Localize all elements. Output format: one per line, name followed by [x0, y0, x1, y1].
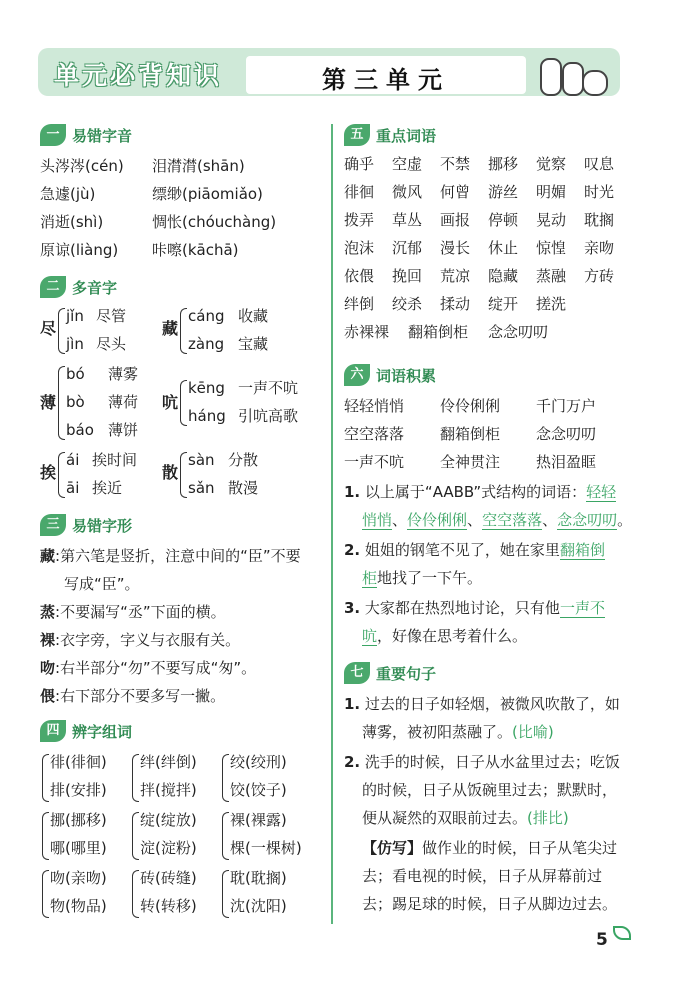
accum-item: 一声不吭 [344, 453, 405, 471]
bird-icon [562, 62, 584, 96]
brace [42, 812, 49, 860]
keyword: 叹息 [584, 155, 615, 173]
distinguish-item: 绽(绽放) [140, 811, 197, 829]
keyword: 依偎 [344, 267, 375, 285]
word: 尽管 [96, 307, 127, 325]
accum-item: 空空落落 [344, 425, 405, 443]
shape-item: 偎:右下部分不要多写一撇。 [40, 687, 226, 705]
pinyin: jǐn [66, 307, 84, 325]
shape-char: 偎 [40, 687, 56, 705]
q-number: 3. [344, 599, 361, 617]
section-title: 辨字组词 [72, 723, 133, 741]
sentence-2-cont: 便从凝然的双眼前过去。(排比) [362, 809, 569, 827]
keyword: 赤裸裸 [344, 323, 390, 341]
distinguish-item: 耽(耽搁) [230, 869, 287, 887]
section-title: 重要句子 [376, 665, 437, 683]
keyword: 时光 [584, 183, 615, 201]
keyword: 方砖 [584, 267, 615, 285]
shape-char: 吻 [40, 659, 56, 677]
brace [58, 452, 65, 498]
answer: 翻箱倒 [559, 541, 605, 559]
section-title: 词语积累 [376, 367, 437, 385]
page-number: 5 [596, 930, 608, 950]
keyword: 泡沫 [344, 239, 375, 257]
shape-text: 右下部分不要多写一撇。 [60, 687, 226, 705]
sentence-2: 2. 洗手的时候，日子从水盆里过去；吃饭 [344, 753, 620, 771]
keyword: 翻箱倒柜 [408, 323, 469, 341]
rhetoric-tag: (排比) [527, 809, 569, 827]
keyword: 亲吻 [584, 239, 615, 257]
column-divider [331, 124, 333, 924]
q-text: 以上属于“AABB”式结构的词语： [364, 483, 587, 501]
shape-char: 裸 [40, 631, 56, 649]
answer: 轻轻 [586, 483, 617, 501]
distinguish-item: 排(安排) [50, 781, 107, 799]
shape-text: 第六笔是竖折，注意中间的“臣”不要 [60, 547, 301, 565]
keyword: 微风 [392, 183, 423, 201]
keyword: 挽回 [392, 267, 423, 285]
keyword: 草丛 [392, 211, 423, 229]
word: 一声不吭 [238, 379, 299, 397]
sentence-1-cont: 薄雾，被初阳蒸融了。(比喻) [362, 723, 554, 741]
keyword: 拨弄 [344, 211, 375, 229]
pron-item: 缥缈(piāomiǎo) [152, 185, 263, 203]
distinguish-item: 砖(砖缝) [140, 869, 197, 887]
keyword: 隐藏 [488, 267, 519, 285]
keyword: 觉察 [536, 155, 567, 173]
keyword: 荒凉 [440, 267, 471, 285]
question-3-cont: 吭，好像在思考着什么。 [362, 627, 528, 645]
distinguish-item: 转(转移) [140, 897, 197, 915]
pron-item: 咔嚓(kāchā) [152, 241, 239, 259]
distinguish-item: 哪(哪里) [50, 839, 107, 857]
shape-text: 右半部分“勿”不要写成“匆”。 [60, 659, 257, 677]
question-1-cont: 悄悄、伶伶俐俐、空空落落、念念叨叨。 [362, 511, 633, 529]
brace [58, 366, 65, 440]
accum-item: 千门万户 [536, 397, 597, 415]
question-1 [344, 482, 616, 502]
distinguish-item: 裸(裸露) [230, 811, 287, 829]
poly-char: 吭 [162, 393, 179, 412]
accum-item: 轻轻悄悄 [344, 397, 405, 415]
poly-char: 薄 [40, 393, 57, 412]
pinyin: háng [188, 407, 226, 425]
sentence-2-cont: 的时候，日子从饭碗里过去；默默时， [362, 781, 618, 799]
shape-text-cont: 写成“臣”。 [64, 575, 140, 593]
section-badge: 五 [344, 124, 370, 146]
section-badge: 二 [40, 276, 66, 298]
shape-text: 不要漏写“丞”下面的横。 [60, 603, 226, 621]
word: 散漫 [228, 479, 259, 497]
q-text: 姐姐的钢笔不见了，她在家里 [364, 541, 560, 559]
keyword: 休止 [488, 239, 519, 257]
rhetoric-tag: (比喻) [512, 723, 554, 741]
pinyin: ái [66, 451, 80, 469]
keyword: 停顿 [488, 211, 519, 229]
distinguish-item: 淀(淀粉) [140, 839, 197, 857]
keyword: 空虚 [392, 155, 423, 173]
keyword: 明媚 [536, 183, 567, 201]
pinyin: āi [66, 479, 80, 497]
brace [42, 870, 49, 918]
answer: 吭 [362, 627, 378, 645]
sentence-1: 1. 过去的日子如轻烟，被微风吹散了，如 [344, 695, 620, 713]
pron-item: 惆怅(chóuchàng) [152, 213, 277, 231]
question-2-cont: 柜地找了一下午。 [362, 569, 483, 587]
shape-item: 吻:右半部分“勿”不要写成“匆”。 [40, 659, 257, 677]
section-title: 易错字形 [72, 517, 133, 535]
word: 引吭高歌 [238, 407, 299, 425]
q-text: 大家都在热烈地讨论，只有他 [364, 599, 560, 617]
brace [58, 308, 65, 354]
distinguish-item: 吻(亲吻) [50, 869, 107, 887]
pinyin: báo [66, 421, 94, 439]
poly-char: 尽 [40, 319, 57, 338]
distinguish-item: 徘(徘徊) [50, 753, 107, 771]
keyword: 惊惶 [536, 239, 567, 257]
section-title: 多音字 [72, 279, 118, 297]
brace [222, 754, 229, 802]
shape-item: 裸:衣字旁，字义与衣服有关。 [40, 631, 241, 649]
keyword: 确乎 [344, 155, 375, 173]
accum-item: 伶伶俐俐 [440, 397, 501, 415]
section-badge: 三 [40, 514, 66, 536]
answer: 悄悄 [362, 511, 393, 529]
pinyin: bó [66, 365, 85, 383]
keyword: 耽搁 [584, 211, 615, 229]
brace [42, 754, 49, 802]
rabbit-icon [540, 58, 562, 96]
question-3 [344, 598, 605, 618]
brace [180, 452, 187, 498]
distinguish-item: 饺(饺子) [230, 781, 287, 799]
word: 薄荷 [108, 393, 139, 411]
pron-item: 泪潸潸(shān) [152, 157, 245, 175]
word: 薄饼 [108, 421, 139, 439]
word: 分散 [228, 451, 259, 469]
accum-item: 翻箱倒柜 [440, 425, 501, 443]
poly-char: 藏 [162, 319, 179, 338]
poly-char: 挨 [40, 463, 57, 482]
keyword: 挪移 [488, 155, 519, 173]
section-badge: 一 [40, 124, 66, 146]
answer: 柜 [362, 569, 378, 587]
keyword: 不禁 [440, 155, 471, 173]
keyword: 漫长 [440, 239, 471, 257]
keyword: 绊倒 [344, 295, 375, 313]
brace [132, 812, 139, 860]
word: 挨近 [92, 479, 123, 497]
shape-text: 衣字旁，字义与衣服有关。 [60, 631, 241, 649]
keyword: 何曾 [440, 183, 471, 201]
distinguish-item: 绞(绞刑) [230, 753, 287, 771]
q-number: 2. [344, 541, 361, 559]
pinyin: sàn [188, 451, 215, 469]
brace [222, 812, 229, 860]
brace [132, 870, 139, 918]
question-2 [344, 540, 605, 560]
section-badge: 六 [344, 364, 370, 386]
pron-item: 头涔涔(cén) [40, 157, 124, 175]
section-badge: 七 [344, 662, 370, 684]
distinguish-item: 拌(搅拌) [140, 781, 197, 799]
word: 挨时间 [92, 451, 138, 469]
keyword: 念念叨叨 [488, 323, 549, 341]
keyword: 画报 [440, 211, 471, 229]
keyword: 揉动 [440, 295, 471, 313]
section-title: 重点词语 [376, 127, 437, 145]
answer: 念念叨叨 [557, 511, 618, 529]
distinguish-item: 绊(绊倒) [140, 753, 197, 771]
shape-char: 蒸 [40, 603, 56, 621]
pron-item: 消逝(shì) [40, 213, 104, 231]
distinguish-item: 物(物品) [50, 897, 107, 915]
word: 薄雾 [108, 365, 139, 383]
keyword: 绽开 [488, 295, 519, 313]
pinyin: cáng [188, 307, 225, 325]
pron-item: 原谅(liàng) [40, 241, 119, 259]
brace [180, 308, 187, 354]
pinyin: jìn [66, 335, 84, 353]
pinyin: kēng [188, 379, 225, 397]
answer: 一声不 [559, 599, 605, 617]
shape-char: 藏 [40, 547, 56, 565]
shape-item: 藏:第六笔是竖折，注意中间的“臣”不要 [40, 547, 301, 565]
pinyin: bò [66, 393, 85, 411]
chick-icon [582, 70, 608, 96]
keyword: 晃动 [536, 211, 567, 229]
pinyin: sǎn [188, 479, 215, 497]
answer: 伶伶俐俐 [407, 511, 468, 529]
header-label: 单元必背知识 [54, 61, 223, 90]
word: 宝藏 [238, 335, 269, 353]
brace [222, 870, 229, 918]
shape-item: 蒸:不要漏写“丞”下面的横。 [40, 603, 226, 621]
distinguish-item: 挪(挪移) [50, 811, 107, 829]
word: 收藏 [238, 307, 269, 325]
leaf-icon [613, 926, 631, 940]
distinguish-item: 沈(沈阳) [230, 897, 287, 915]
keyword: 徘徊 [344, 183, 375, 201]
accum-item: 热泪盈眶 [536, 453, 597, 471]
accum-item: 念念叨叨 [536, 425, 597, 443]
page-title: 第三单元 [322, 66, 450, 94]
accum-item: 全神贯注 [440, 453, 501, 471]
imitation: 【仿写】做作业的时候，日子从笔尖过 [362, 839, 618, 857]
pinyin: zàng [188, 335, 225, 353]
imitation-cont: 去；看电视的时候，日子从屏幕前过 [362, 867, 603, 885]
poly-char: 散 [162, 463, 179, 482]
imitation-cont: 去；踢足球的时候，日子从脚边过去。 [362, 895, 618, 913]
distinguish-item: 棵(一棵树) [230, 839, 302, 857]
q-number: 1. [344, 483, 361, 501]
pron-item: 急遽(jù) [40, 185, 96, 203]
keyword: 游丝 [488, 183, 519, 201]
answer: 空空落落 [482, 511, 543, 529]
keyword: 蒸融 [536, 267, 567, 285]
brace [180, 380, 187, 426]
keyword: 搓洗 [536, 295, 567, 313]
section-title: 易错字音 [72, 127, 133, 145]
imitation-tag: 【仿写】 [362, 839, 423, 857]
brace [132, 754, 139, 802]
word: 尽头 [96, 335, 127, 353]
section-badge: 四 [40, 720, 66, 742]
keyword: 沉郁 [392, 239, 423, 257]
keyword: 绞杀 [392, 295, 423, 313]
